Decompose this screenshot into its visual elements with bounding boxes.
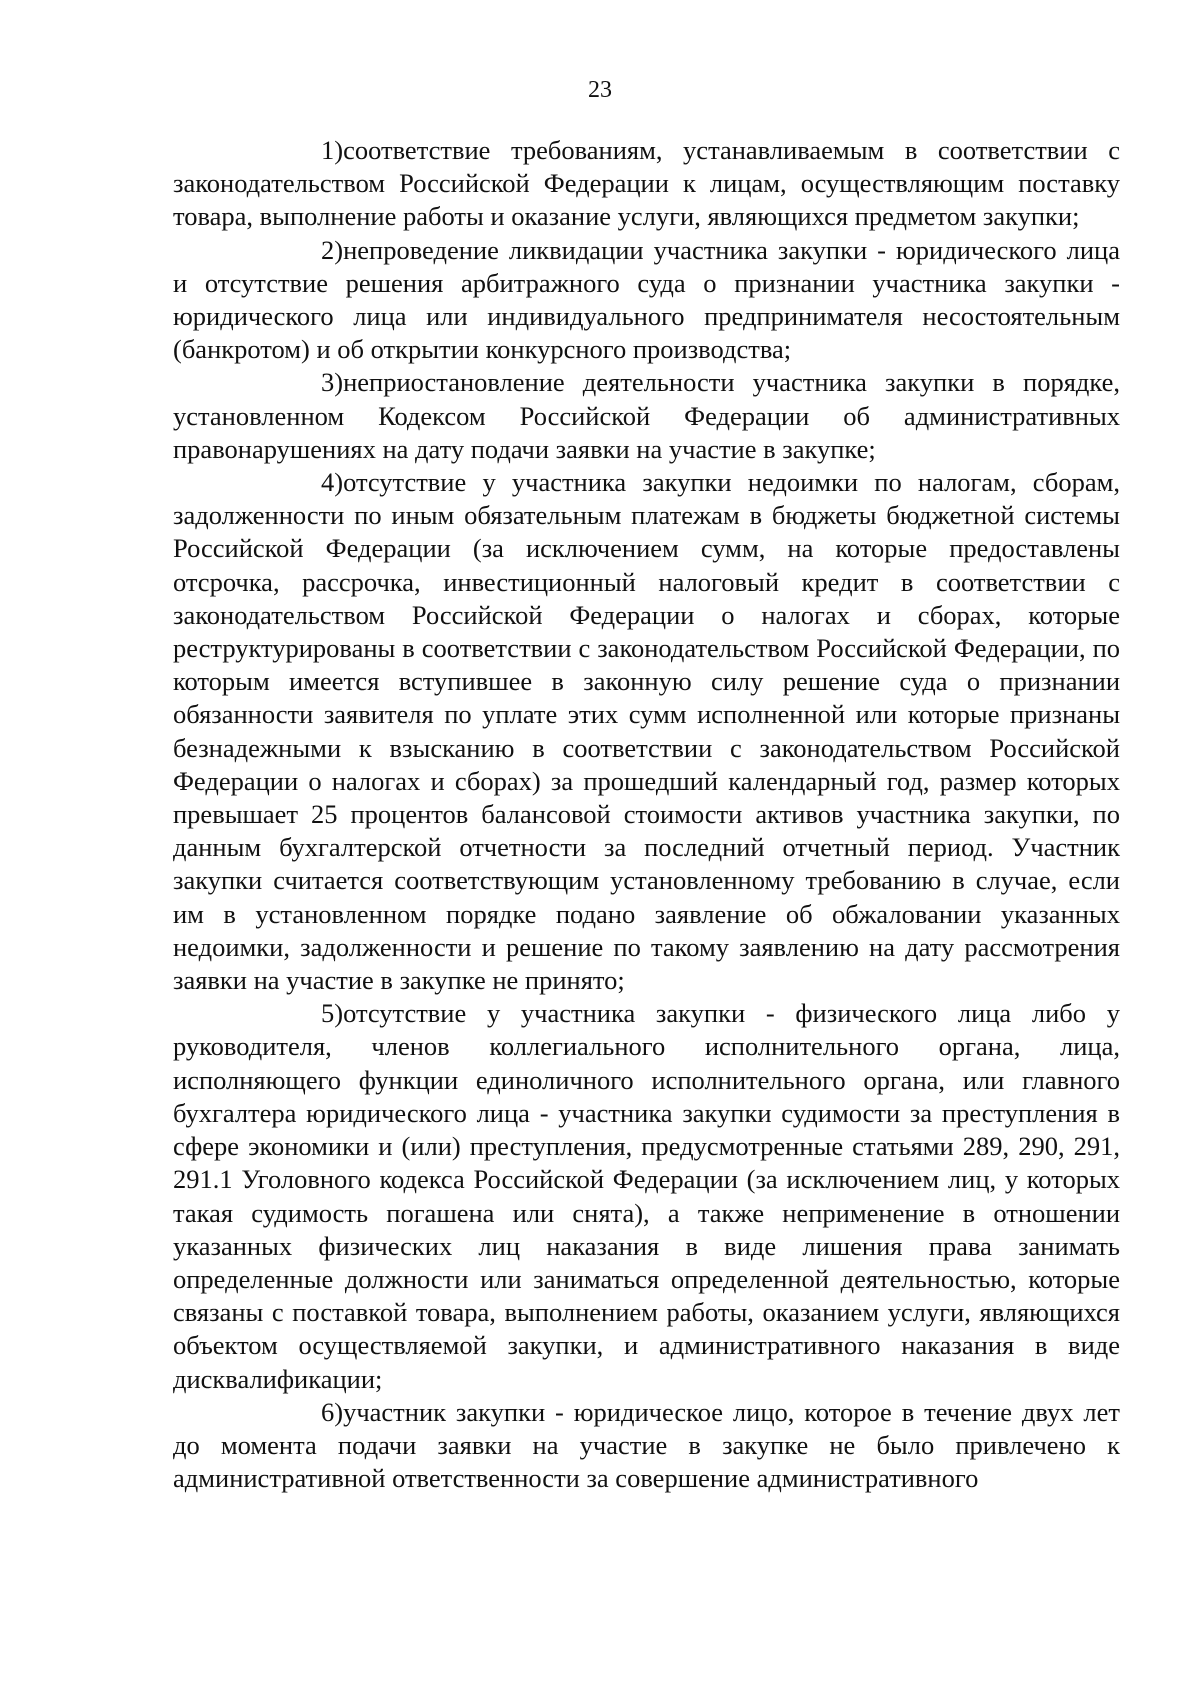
item-text: отсутствие у участника закупки недоимки по налогам, сборам, задолженности по иным обязательным платежам в бюджеты бюджетной системы Российской Федерации (за исключением сумм, на которые предоставлены отсрочка, рассрочка, инвестиционный налоговый кредит в соответствии с законодательством Российской Федерации о налогах и сборах, которые реструктурированы в соответствии с законодательством Российской Федерации, по которым имеется вступившее в законную силу решение суда о признании обязанности заявителя по уплате этих сумм исполненной или которые признаны безнадежными к взысканию в соответствии с законодательством Российской Федерации о налогах и сборах) за прошедший календарный год, размер которых превышает 25 процентов балансовой стоимости активов участника закупки, по данным бухгалтерской отчетности за последний отчетный период. Участник закупки считается соответствующим установленному требованию в случае, если им в установленном порядке подано заявление об обжаловании указанных недоимки, задолженности и решение по такому заявлению на дату рассмотрения заявки на участие в закупке не принято; xyxy=(173,467,1120,996)
item-text: отсутствие у участника закупки - физического лица либо у руководителя, членов коллегиального исполнительного органа, лица, исполняющего функции единоличного исполнительного органа, или главного бухгалтера юридического лица - участника закупки судимости за преступления в сфере экономики и (или) преступления, предусмотренные статьями 289, 290, 291, 291.1 Уголовного кодекса Российской Федерации (за исключением лиц, у которых такая судимость погашена или снята), а также неприменение в отношении указанных физических лиц наказания в виде лишения права занимать определенные должности или заниматься определенной деятельностью, которые связаны с поставкой товара, выполнением работы, оказанием услуги, являющихся объектом осуществляемой закупки, и административного наказания в виде дисквалификации; xyxy=(173,998,1120,1394)
list-item-1 xyxy=(173,134,1120,234)
item-number: 6) xyxy=(321,1396,344,1427)
item-number: 3) xyxy=(321,367,344,398)
item-text: участник закупки - юридическое лицо, которое в течение двух лет до момента подачи заявки на участие в закупке не было привлечено к административной ответственности за совершение административного xyxy=(173,1396,1120,1494)
list-item-3 xyxy=(173,366,1120,466)
item-number: 4) xyxy=(321,467,344,498)
item-text: неприостановление деятельности участника закупки в порядке, установленном Кодексом Российской Федерации об административных правонарушениях на дату подачи заявки на участие в закупке; xyxy=(173,367,1120,464)
list-item-4 xyxy=(173,466,1120,997)
list-item-6 xyxy=(173,1396,1120,1496)
document-body xyxy=(173,134,1120,1495)
item-number: 2) xyxy=(321,234,344,265)
item-number: 1) xyxy=(321,135,344,165)
list-item-2 xyxy=(173,234,1120,367)
list-item-5 xyxy=(173,997,1120,1395)
page-number: 23 xyxy=(588,77,612,103)
item-text: соответствие требованиям, устанавливаемым в соответствии с законодательством Российской Федерации к лицам, осуществляющим поставку товара, выполнение работы и оказание услуги, являющихся предметом закупки; xyxy=(173,135,1120,232)
item-text: непроведение ликвидации участника закупки - юридического лица и отсутствие решения арбитражного суда о признании участника закупки - юридического лица или индивидуального предпринимателя несостоятельным (банкротом) и об открытии конкурсного производства; xyxy=(173,234,1120,365)
item-number: 5) xyxy=(321,998,344,1029)
